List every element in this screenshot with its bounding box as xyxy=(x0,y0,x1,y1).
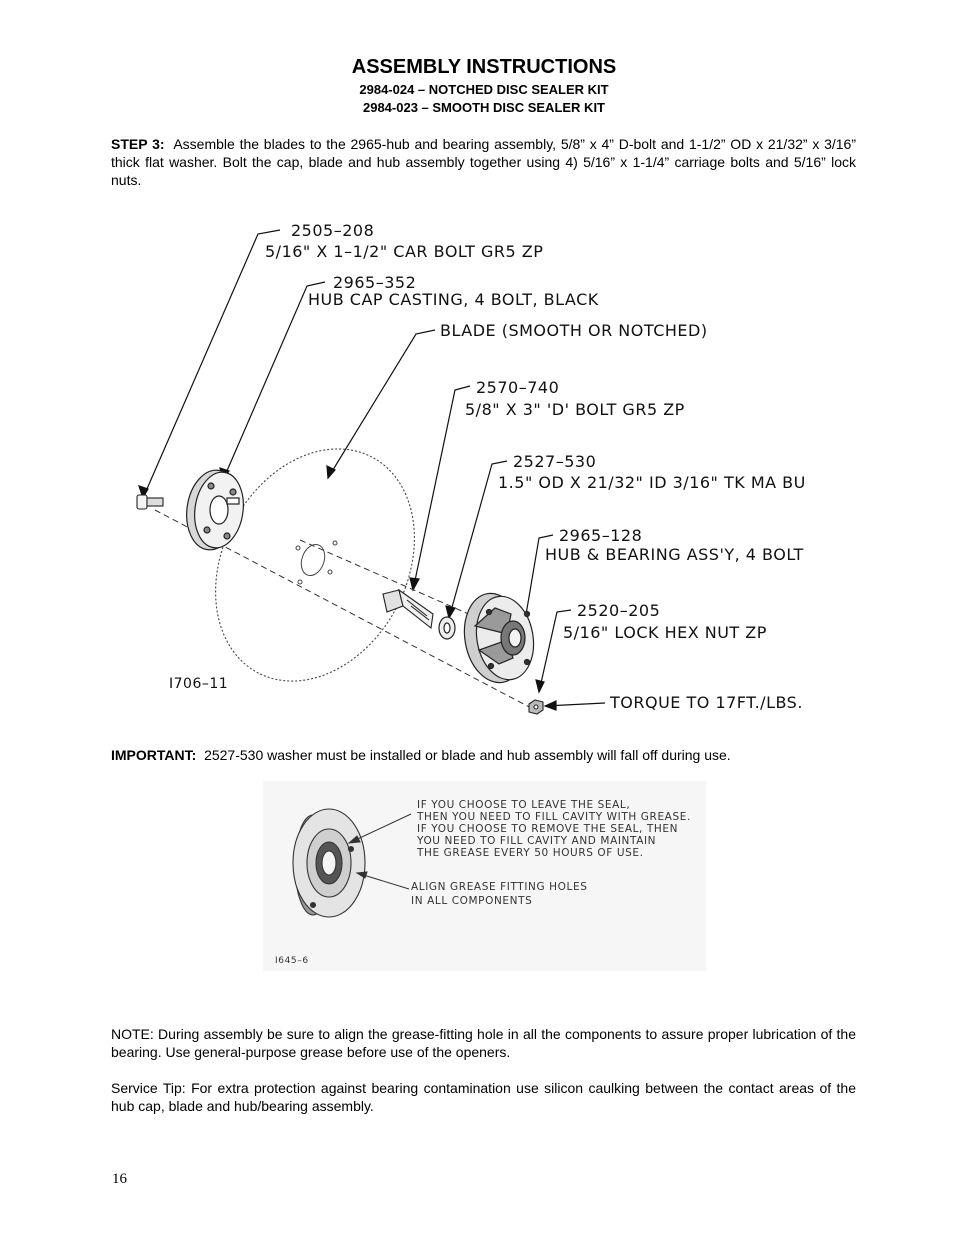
hub-cap-casting xyxy=(182,467,248,553)
seal-note-line-3: IF YOU CHOOSE TO REMOVE THE SEAL, THEN xyxy=(417,823,679,835)
flat-washer xyxy=(439,617,455,639)
d-bolt xyxy=(383,590,433,628)
torque-spec: TORQUE TO 17FT./LBS. xyxy=(610,693,803,712)
page-title: ASSEMBLY INSTRUCTIONS xyxy=(351,56,617,78)
seal-note-line-1: IF YOU CHOOSE TO LEAVE THE SEAL, xyxy=(417,799,631,811)
kit-title-notched: 2984-024 – NOTCHED DISC SEALER KIT xyxy=(359,82,609,97)
lock-hex-nut xyxy=(529,700,543,714)
seal-grease-diagram xyxy=(263,781,706,971)
service-tip-paragraph: Service Tip: For extra protection against bearing contamination use silicon caulking between the contact areas of the hub cap, blade and hub/bearing assembly. xyxy=(111,1080,856,1114)
important-label: IMPORTANT: xyxy=(111,747,197,763)
step3-paragraph xyxy=(111,135,856,189)
callout-part-2520-205: 2520–205 xyxy=(577,601,661,620)
kit-title-smooth: 2984-023 – SMOOTH DISC SEALER KIT xyxy=(362,100,605,115)
blade-disc xyxy=(176,414,453,716)
callout-part-2505-208: 2505–208 xyxy=(291,221,375,240)
blade-center-hole xyxy=(297,541,329,579)
figure-id-2: I645–6 xyxy=(275,956,309,966)
hub-side-view xyxy=(293,809,365,917)
callout-desc-2520-205: 5/16" LOCK HEX NUT ZP xyxy=(563,623,767,642)
align-note-line-1: ALIGN GREASE FITTING HOLES xyxy=(411,881,588,893)
callout-desc-2505-208: 5/16" X 1–1/2" CAR BOLT GR5 ZP xyxy=(265,242,544,261)
callout-part-2527-530: 2527–530 xyxy=(513,452,597,471)
callout-blade: BLADE (SMOOTH OR NOTCHED) xyxy=(440,321,708,340)
seal-note-line-5: THE GREASE EVERY 50 HOURS OF USE. xyxy=(417,847,644,859)
important-paragraph xyxy=(111,746,856,764)
callout-desc-2570-740: 5/8" X 3" 'D' BOLT GR5 ZP xyxy=(465,400,685,419)
callout-desc-2965-352: HUB CAP CASTING, 4 BOLT, BLACK xyxy=(308,290,599,309)
callout-desc-2965-128: HUB & BEARING ASS'Y, 4 BOLT xyxy=(545,545,804,564)
important-text: 2527-530 washer must be installed or blade and hub assembly will fall off during use. xyxy=(204,747,731,763)
callout-part-2965-128: 2965–128 xyxy=(559,526,643,545)
carriage-bolt xyxy=(137,495,163,509)
step3-text: Assemble the blades to the 2965-hub and bearing assembly, 5/8” x 4” D-bolt and 1-1/2” OD x 21/32” x 3/16” thick flat washer. Bolt the cap, blade and hub assembly together using 4) 5/16” x 1-1/4” carriage bolts and 5/16” lock nuts. xyxy=(111,136,857,188)
figure-id-1: I706–11 xyxy=(169,676,229,692)
align-note-line-2: IN ALL COMPONENTS xyxy=(411,895,533,907)
callout-desc-2527-530: 1.5" OD X 21/32" ID 3/16" TK MA BU xyxy=(498,473,806,492)
callout-part-2965-352: 2965–352 xyxy=(333,273,417,292)
note-paragraph: NOTE: During assembly be sure to align the grease-fitting hole in all the components to assure proper lubrication of the bearing. Use general-purpose grease before use of the openers. xyxy=(111,1026,856,1060)
exploded-assembly-diagram xyxy=(115,210,850,730)
step3-label: STEP 3: xyxy=(111,136,165,152)
seal-note-line-4: YOU NEED TO FILL CAVITY AND MAINTAIN xyxy=(417,835,657,847)
callout-part-2570-740: 2570–740 xyxy=(476,378,560,397)
page-number: 16 xyxy=(112,1171,127,1187)
seal-note-line-2: THEN YOU NEED TO FILL CAVITY WITH GREASE. xyxy=(417,811,691,823)
